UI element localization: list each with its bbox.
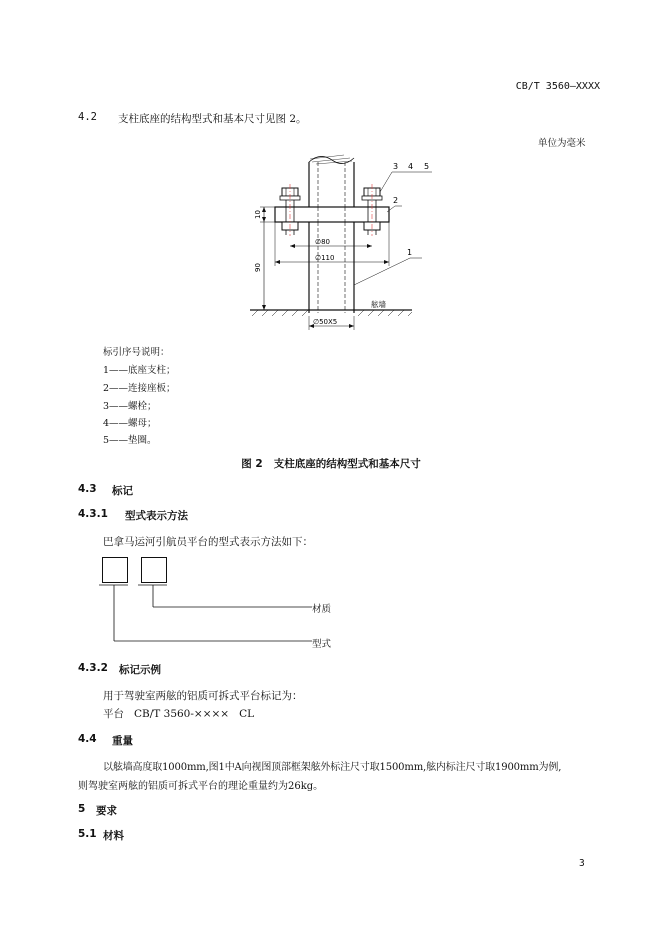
page-number: 3 xyxy=(579,858,585,869)
section-4-4-title: 重量 xyxy=(112,735,133,747)
section-4-3-1-title: 型式表示方法 xyxy=(125,510,188,522)
dimension-diameter-80: ∅80 xyxy=(315,238,331,246)
legend-item: 4——螺母； xyxy=(103,418,157,429)
section-4-4-number: 4.4 xyxy=(78,733,97,745)
label-type: 型式 xyxy=(312,639,332,650)
weight-paragraph-line-2: 则驾驶室两舷的铝质可拆式平台的理论重量约为26kg。 xyxy=(78,781,324,792)
section-5-title: 要求 xyxy=(96,805,117,817)
unit-note: 单位为毫米 xyxy=(538,138,586,149)
dimension-diameter-50x5: ∅50X5 xyxy=(313,318,338,326)
figure-2-drawing xyxy=(240,150,440,335)
callout-4: 4 xyxy=(408,162,414,171)
figure-caption: 图 2 支柱底座的结构型式和基本尺寸 xyxy=(241,458,421,470)
section-4-3-2-title: 标记示例 xyxy=(119,664,161,676)
legend-item: 5——垫圈。 xyxy=(103,435,157,446)
callout-1: 1 xyxy=(407,248,413,257)
callout-2: 2 xyxy=(393,196,399,205)
marking-example-line-1: 用于驾驶室两舷的铝质可拆式平台标记为： xyxy=(103,690,303,702)
section-4-3-title: 标记 xyxy=(112,485,133,497)
section-4-2-text: 支柱底座的结构型式和基本尺寸见图 2。 xyxy=(118,113,307,125)
section-4-3-number: 4.3 xyxy=(78,483,97,495)
legend-item: 2——连接座板； xyxy=(103,383,176,394)
dimension-diameter-110: ∅110 xyxy=(315,254,335,262)
dimension-height-90: 90 xyxy=(254,263,262,272)
legend-item: 1——底座支柱； xyxy=(103,365,176,376)
callout-3: 3 xyxy=(393,162,399,171)
designation-diagram-lines xyxy=(90,580,320,650)
section-4-3-1-number: 4.3.1 xyxy=(78,508,108,520)
document-code: CB/T 3560—XXXX xyxy=(515,81,600,92)
callout-5: 5 xyxy=(424,162,430,171)
weight-paragraph-line-1: 以舷墙高度取1000mm,图1中A向视图顶部框架舷外标注尺寸取1500mm,舷内标注尺寸取1900mm为例, xyxy=(103,762,562,773)
section-5-1-number: 5.1 xyxy=(78,828,97,840)
bulwark-label: 舷墙 xyxy=(371,300,386,309)
type-designation-text: 巴拿马运河引航员平台的型式表示方法如下： xyxy=(103,536,313,548)
legend-title: 标引序号说明： xyxy=(103,347,170,358)
section-4-2-number: 4.2 xyxy=(78,111,97,123)
label-material: 材质 xyxy=(312,604,332,615)
section-5-1-title: 材料 xyxy=(103,830,124,842)
section-4-3-2-number: 4.3.2 xyxy=(78,662,108,674)
marking-example-line-2: 平台 CB/T 3560-×××× CL xyxy=(103,708,255,720)
legend-item: 3——螺栓； xyxy=(103,401,157,412)
dimension-height-10: 10 xyxy=(254,210,262,219)
section-5-number: 5 xyxy=(78,803,86,815)
